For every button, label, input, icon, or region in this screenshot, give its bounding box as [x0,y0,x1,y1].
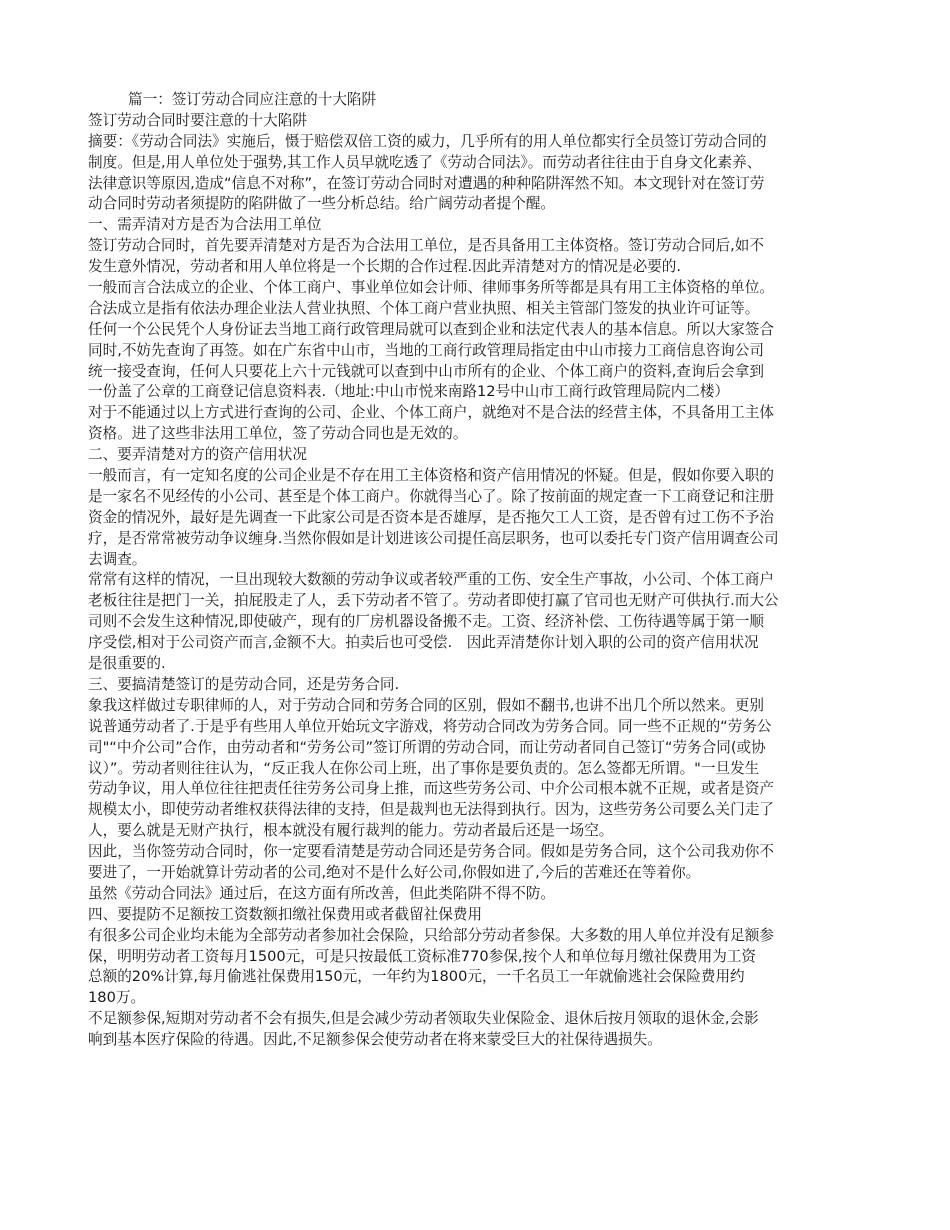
text-line: 规模太小，即使劳动者维权获得法律的支持，但是裁判也无法得到执行。因为，这些劳务公司要么关门走了 [88,801,774,819]
text-line: 要进了，一开始就算计劳动者的公司,绝对不是什么好公司,你假如进了,今后的苦难还在等着你。 [88,863,701,881]
text-line: 资格。进了这些非法用工单位，签了劳动合同也是无效的。 [88,425,468,443]
text-line: 三、要搞清楚签订的是劳动合同，还是劳务合同. [88,675,400,693]
text-line: 不足额参保,短期对劳动者不会有损失,但是会减少劳动者领取失业保险金、退休后按月领取的退休金,会影 [88,1010,759,1028]
text-line: 劳动争议，用人单位往往把责任往劳务公司身上推，而这些劳务公司、中介公司根本就不正规，或者是资产 [88,780,774,798]
text-line: 去调查。 [88,550,147,568]
text-line: 四、要提防不足额按工资数额扣缴社保费用或者截留社保费用 [88,905,483,923]
text-line: 是很重要的. [88,655,166,673]
text-line: 象我这样做过专职律师的人，对于劳动合同和劳务合同的区别，假如不翻书,也讲不出几个所以然来。更别 [88,696,764,714]
text-line: 保，明明劳动者工资每月1500元，可是只按最低工资标准770参保,按个人和单位每月缴社保费用为工资 [88,947,756,965]
text-line: 180万。 [88,989,146,1007]
text-line: 制度。但是,用人单位处于强势,其工作人员早就吃透了《劳动合同法》。而劳动者往往由于自身文化素养、 [88,153,762,171]
text-line: 司"“中介公司”合作，由劳动者和“劳务公司”签订所谓的劳动合同，而让劳动者同自己签订“劳务合同(或协 [88,738,766,756]
text-line: 说普通劳动者了.于是乎有些用人单位开始玩文字游戏，将劳动合同改为劳务合同。同一些不正规的“劳务公 [88,717,772,735]
document-title: 篇一：签订劳动合同应注意的十大陷阱 [128,91,377,108]
document-page [88,90,863,1051]
text-line: 虽然《劳动合同法》通过后，在这方面有所改善，但此类陷阱不得不防。 [88,884,556,902]
text-line: 二、要弄清楚对方的资产信用状况 [88,446,307,464]
text-line: 有很多公司企业均未能为全部劳动者参加社会保险，只给部分劳动者参保。大多数的用人单位并没有足额参 [88,926,774,944]
text-line: 资金的情况外，最好是先调查一下此家公司是否资本是否雄厚，是否拖欠工人工资，是否曾有过工伤不予治 [88,508,774,526]
text-line: 一般而言合法成立的企业、个体工商户、事业单位如会计师、律师事务所等都是具有用工主体资格的单位。 [88,279,774,297]
text-line: 同时,不妨先查询了再签。如在广东省中山市，当地的工商行政管理局指定由中山市接力工商信息咨询公司 [88,341,764,359]
text-line: 法律意识等原因,造成“信息不对称”，在签订劳动合同时对遭遇的种种陷阱浑然不知。本文现针对在签订劳 [88,174,765,192]
text-line: 是一家名不见经传的小公司、甚至是个体工商户。你就得当心了。除了按前面的规定查一下工商登记和注册 [88,487,774,505]
text-line: 发生意外情况，劳动者和用人单位将是一个长期的合作过程.因此弄清楚对方的情况是必要的. [88,258,682,276]
text-line: 统一接受查询，任何人只要花上六十元钱就可以查到中山市所有的企业、个体工商户的资料,查询后会拿到 [88,362,764,380]
text-line: 摘要：《劳动合同法》实施后，慑于赔偿双倍工资的威力，几乎所有的用人单位都实行全员签订劳动合同的 [88,132,767,150]
text-line: 签订劳动合同时，首先要弄清楚对方是否为合法用工单位，是否具备用工主体资格。签订劳动合同后,如不 [88,237,764,255]
text-line: 人，要么就是无财产执行，根本就没有履行裁判的能力。劳动者最后还是一场空。 [88,822,614,840]
text-line: 任何一个公民凭个人身份证去当地工商行政管理局就可以查到企业和法定代表人的基本信息。所以大家签合 [88,320,774,338]
text-line: 一份盖了公章的工商登记信息资料表.（地址:中山市悦来南路12号中山市工商行政管理局院内二楼） [88,383,730,401]
text-line: 因此，当你签劳动合同时，你一定要看清楚是劳动合同还是劳务合同。假如是劳务合同，这个公司我劝你不 [88,843,774,861]
text-line: 一、需弄清对方是否为合法用工单位 [88,216,322,234]
text-line: 签订劳动合同时要注意的十大陷阱 [88,111,307,129]
text-line: 老板往往是把门一关，拍屁股走了人，丢下劳动者不管了。劳动者即使打赢了官司也无财产可供执行.而大公 [88,592,779,610]
text-line: 司则不会发生这种情况,即使破产，现有的厂房机器设备搬不走。工资、经济补偿、工伤待遇等属于第一顺 [88,613,764,631]
text-line: 疗，是否常常被劳动争议缠身.当然你假如是计划进该公司提任高层职务，也可以委托专门资产信用调查公司 [88,529,779,547]
text-line: 响到基本医疗保险的待遇。因此,不足额参保会使劳动者在将来蒙受巨大的社保待遇损失。 [88,1031,662,1049]
text-line: 一般而言，有一定知名度的公司企业是不存在用工主体资格和资产信用情况的怀疑。但是，假如你要入职的 [88,467,774,485]
text-line: 常常有这样的情况，一旦出现较大数额的劳动争议或者较严重的工伤、安全生产事故，小公司、个体工商户 [88,571,774,589]
text-line: 序受偿,相对于公司资产而言,金额不大。拍卖后也可受偿. 因此弄清楚你计划入职的公司的资产信用状况 [88,634,759,652]
text-line: 总额的20%计算,每月偷逃社保费用150元，一年约为1800元，一千名员工一年就偷逃社会保险费用约 [88,968,745,986]
text-line: 对于不能通过以上方式进行查询的公司、企业、个体工商户，就绝对不是合法的经营主体，不具备用工主体 [88,404,774,422]
text-line: 合法成立是指有依法办理企业法人营业执照、个体工商户营业执照、相关主管部门签发的执业许可证等。 [88,299,760,317]
text-line: 动合同时劳动者须提防的陷阱做了一些分析总结。给广阔劳动者提个醒。 [88,195,556,213]
text-line: 议）”。劳动者则往往认为，“反正我人在你公司上班，出了事你是要负责的。怎么签都无所谓。"一旦发生 [88,759,760,777]
